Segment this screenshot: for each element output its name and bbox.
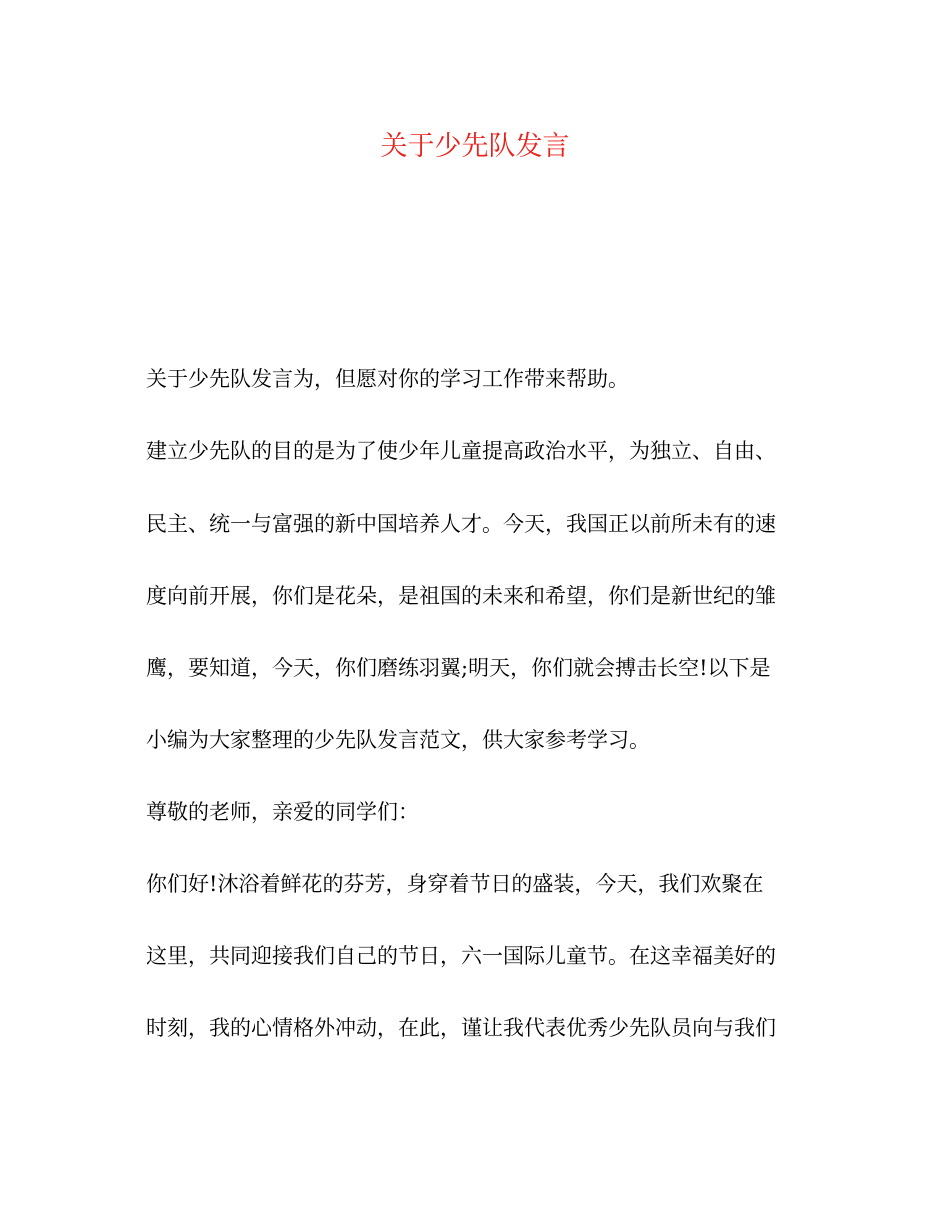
body-line-2: 建立少先队的目的是为了使少年儿童提高政治水平，为独立、自由、	[146, 439, 776, 463]
body-line-1: 关于少先队发言为，但愿对你的学习工作带来帮助。	[146, 367, 629, 391]
body-line-4: 度向前开展，你们是花朵，是祖国的未来和希望，你们是新世纪的雏	[146, 584, 776, 608]
body-line-6: 小编为大家整理的少先队发言范文，供大家参考学习。	[146, 728, 650, 752]
body-line-7: 尊敬的老师，亲爱的同学们：	[146, 800, 419, 824]
document-title: 关于少先队发言	[380, 131, 570, 162]
body-line-3: 民主、统一与富强的新中国培养人才。今天，我国正以前所未有的速	[146, 512, 776, 536]
body-line-5: 鹰，要知道，今天，你们磨练羽翼;明天，你们就会搏击长空!以下是	[146, 656, 771, 680]
body-line-10: 时刻，我的心情格外冲动，在此，谨让我代表优秀少先队员向与我们	[146, 1016, 776, 1040]
body-line-9: 这里，共同迎接我们自己的节日，六一国际儿童节。在这幸福美好的	[146, 944, 776, 968]
body-line-8: 你们好!沐浴着鲜花的芬芳，身穿着节日的盛装，今天，我们欢聚在	[146, 872, 764, 896]
